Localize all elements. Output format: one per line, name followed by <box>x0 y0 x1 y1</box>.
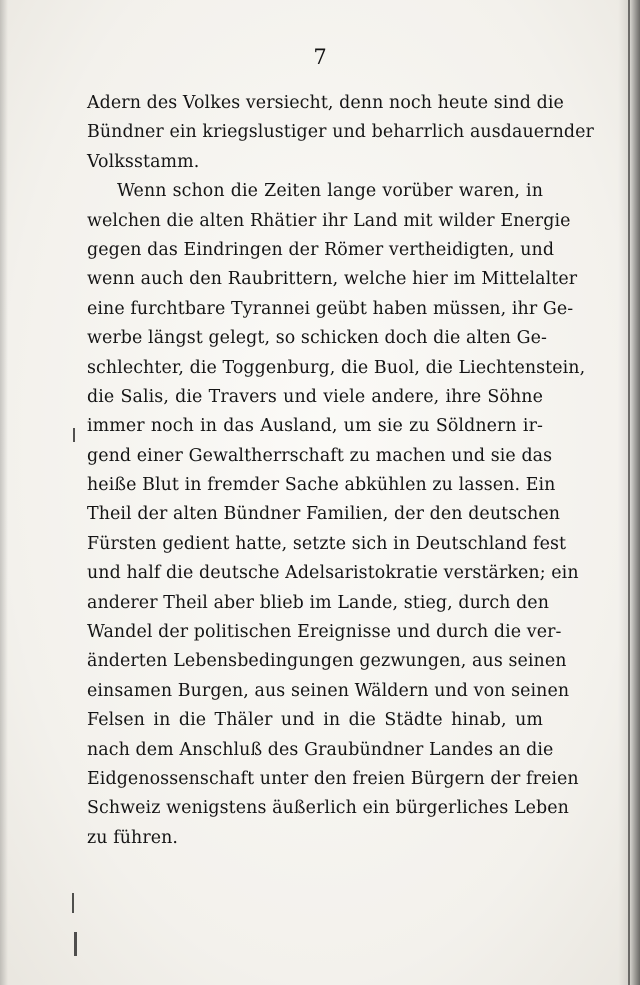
text-line: änderten Lebensbedingungen gezwungen, aus seinen <box>87 651 567 672</box>
text-line: anderer Theil aber blieb im Lande, stieg, durch den <box>87 592 549 613</box>
text-line: immer noch in das Ausland, um sie zu Söldnern ir- <box>87 416 543 437</box>
text-line: Bündner ein kriegslustiger und beharrlich ausdauernder <box>87 122 594 143</box>
text-line: Adern des Volkes versiecht, denn noch heute sind die <box>87 93 564 113</box>
text-line: einsamen Burgen, aus seinen Wäldern und von seinen <box>87 680 570 701</box>
text-line: schlechter, die Toggenburg, die Buol, die Liechtenstein, <box>87 357 586 378</box>
text-line: Volksstamm. <box>87 151 200 172</box>
text-line: und half die deutsche Adelsaristokratie verstärken; ein <box>87 563 579 584</box>
left-margin-mark <box>73 428 75 442</box>
text-line: Fürsten gedient hatte, setzte sich in Deutschland fest <box>87 533 567 554</box>
paragraph-start-line: Wenn schon die Zeiten lange vorüber waren, in <box>117 181 543 202</box>
text-line: wenn auch den Raubrittern, welche hier im Mittelalter <box>87 269 578 290</box>
text-line: nach dem Anschluß des Graubündner Landes an die <box>87 739 554 760</box>
left-margin-mark <box>72 893 74 913</box>
left-margin-shadow <box>0 0 8 985</box>
left-margin-mark <box>74 932 77 956</box>
text-line: Eidgenossenschaft unter den freien Bürgern der freien <box>87 768 579 789</box>
body-text <box>87 89 594 853</box>
text-line: gend einer Gewaltherrschaft zu machen und sie das <box>87 445 553 466</box>
text-line: welchen die alten Rhätier ihr Land mit wilder Energie <box>87 210 571 231</box>
page-number: 7 <box>313 45 327 69</box>
text-line: Wandel der politischen Ereignisse und durch die ver- <box>87 622 562 643</box>
text-line: heiße Blut in fremder Sache abkühlen zu lassen. Ein <box>87 475 556 496</box>
text-line: Felsen in die Thäler und in die Städte hinab, um <box>87 710 543 731</box>
text-line: Theil der alten Bündner Familien, der den deutschen <box>87 504 561 525</box>
page-edge-line <box>628 0 630 985</box>
text-line: Schweiz wenigstens äußerlich ein bürgerliches Leben <box>87 798 569 819</box>
text-line: werbe längst gelegt, so schicken doch die alten Ge- <box>87 328 547 349</box>
text-line: eine furchtbare Tyrannei geübt haben müssen, ihr Ge- <box>87 298 574 319</box>
text-line: die Salis, die Travers und viele andere, ihre Söhne <box>87 386 543 407</box>
text-line: zu führen. <box>87 827 179 848</box>
text-line: gegen das Eindringen der Römer vertheidigten, und <box>87 239 555 260</box>
